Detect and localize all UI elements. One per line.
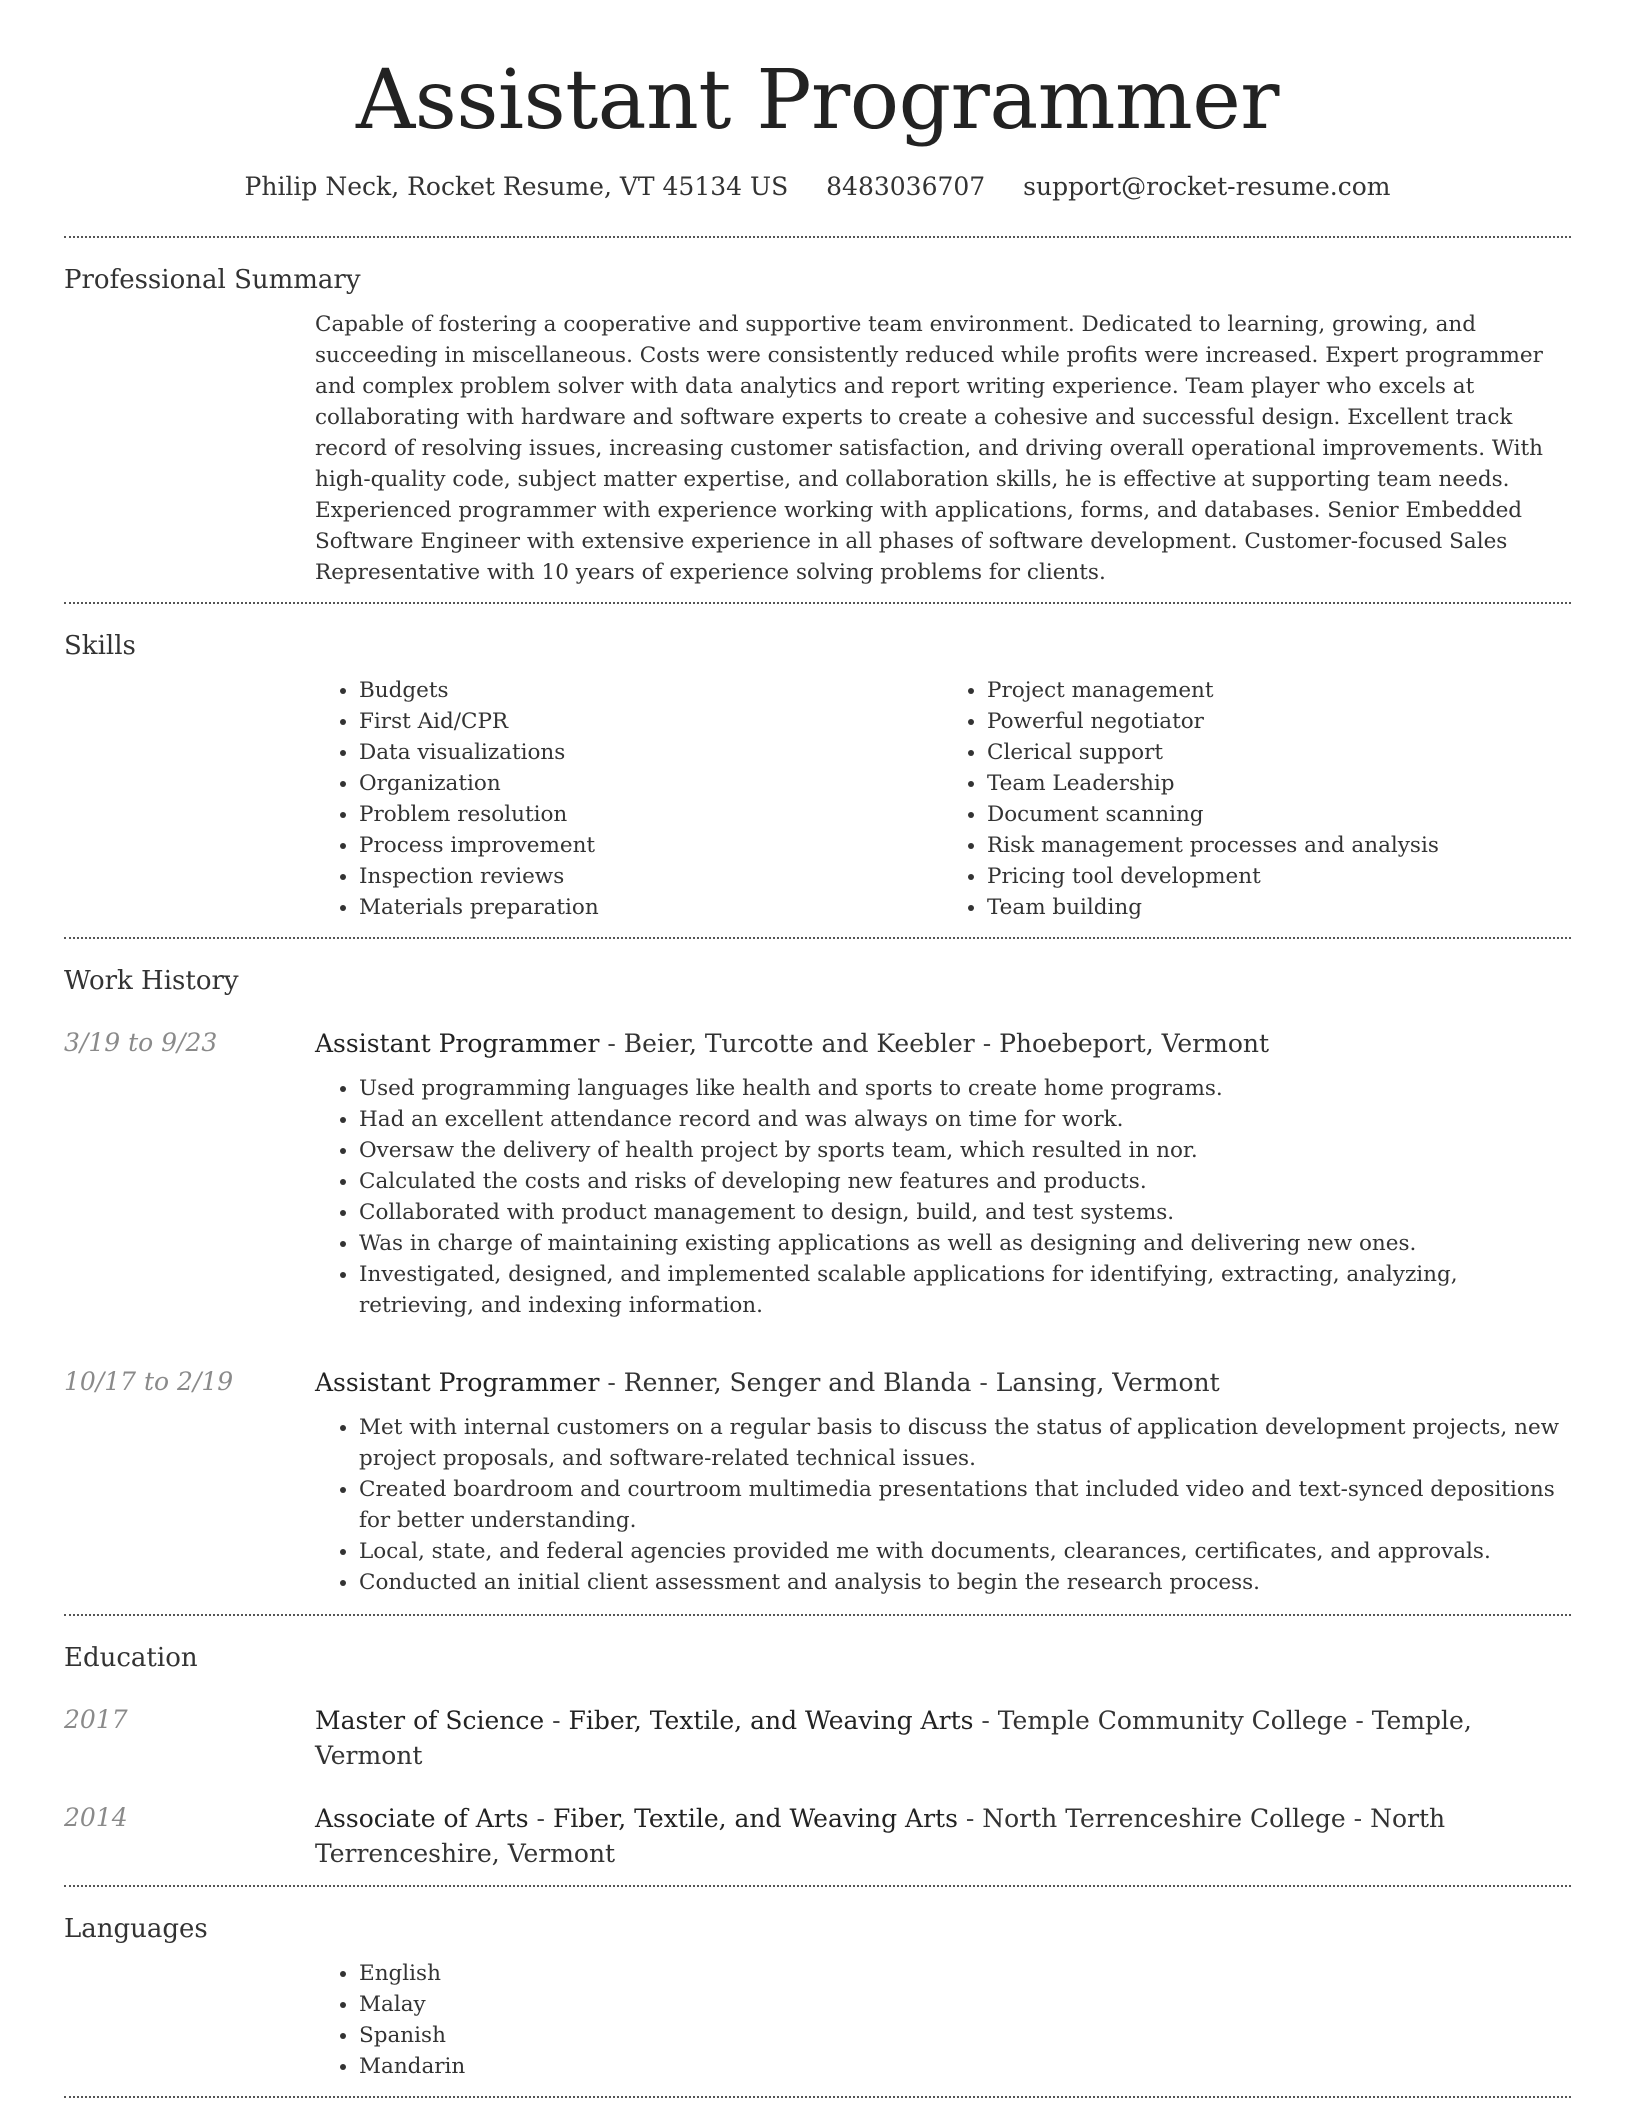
skill-item: • Materials preparation xyxy=(359,892,943,923)
language-item: • Mandarin xyxy=(359,2051,1571,2082)
contact-email: support@rocket-resume.com xyxy=(1023,172,1391,201)
school-name: North Terrenceshire College xyxy=(982,1804,1346,1833)
work-bullet: • Used programming languages like health and sports to create home programs. xyxy=(359,1073,1571,1104)
section-divider xyxy=(64,2096,1571,2098)
job-title: Assistant Programmer xyxy=(315,1368,600,1397)
skill-item: • Powerful negotiator xyxy=(987,706,1571,737)
skills-section xyxy=(64,604,1571,937)
degree-field: Fiber, Textile, and Weaving Arts xyxy=(552,1804,958,1833)
work-section xyxy=(64,939,1571,1614)
work-bullet: • Oversaw the delivery of health project by sports team, which resulted in nor. xyxy=(359,1135,1571,1166)
summary-heading: Professional Summary xyxy=(64,265,361,295)
work-bullet: • Created boardroom and courtroom multimedia presentations that included video and text-synced depositions for better understanding. xyxy=(359,1474,1571,1536)
education-section xyxy=(64,1616,1571,1885)
education-entry xyxy=(64,1675,1571,1773)
language-item: • Spanish xyxy=(359,2020,1571,2051)
summary-text: Capable of fostering a cooperative and supportive team environment. Dedicated to learning, growing, and succeeding in miscellaneous. Costs were consistently reduced while profits were increased. Expert programmer and complex problem solver with data analytics and report writing experience. Team player who excels at collaborating with hardware and software experts to create a cohesive and successful design. Excellent track record of resolving issues, increasing customer satisfaction, and driving overall operational improvements. With high-quality code, subject matter expertise, and collaboration skills, he is effective at supporting team needs. Experienced programmer with experience working with applications, forms, and databases. Senior Embedded Software Engineer with extensive experience in all phases of software development. Customer-focused Sales Representative with 10 years of experience solving problems for clients. xyxy=(315,312,1543,585)
work-date: 3/19 to 9/23 xyxy=(64,1028,218,1057)
degree-name: Master of Science xyxy=(315,1706,545,1735)
work-heading: Work History xyxy=(64,966,239,996)
degree-name: Associate of Arts xyxy=(315,1804,529,1833)
education-date: 2014 xyxy=(64,1803,128,1832)
contact-phone: 8483036707 xyxy=(826,172,986,201)
contact-address: Philip Neck, Rocket Resume, VT 45134 US xyxy=(244,172,789,201)
education-entry xyxy=(64,1773,1571,1885)
skill-item: • Project management xyxy=(987,675,1571,706)
work-title-line: Assistant Programmer - Beier, Turcotte and Keebler - Phoebeport, Vermont xyxy=(315,1029,1270,1058)
skills-heading: Skills xyxy=(64,631,136,661)
work-date: 10/17 to 2/19 xyxy=(64,1367,234,1396)
school-location: North Terrenceshire, Vermont xyxy=(315,1804,1446,1868)
work-bullet: • Investigated, designed, and implemented scalable applications for identifying, extracting, analyzing, retrieving, and indexing information. xyxy=(359,1259,1571,1321)
work-bullet: • Met with internal customers on a regular basis to discuss the status of application development projects, new project proposals, and software-related technical issues. xyxy=(359,1412,1571,1474)
skills-columns xyxy=(315,663,1571,937)
company-name: Renner, Senger and Blanda xyxy=(623,1368,972,1397)
skill-item: • Problem resolution xyxy=(359,799,943,830)
skill-item: • Organization xyxy=(359,768,943,799)
work-bullet: • Conducted an initial client assessment and analysis to begin the research process. xyxy=(359,1567,1571,1598)
skill-item: • Data visualizations xyxy=(359,737,943,768)
skill-item: • Team building xyxy=(987,892,1571,923)
languages-list xyxy=(315,1958,1571,2082)
skill-item: • Risk management processes and analysis xyxy=(987,830,1571,861)
school-location: Temple, Vermont xyxy=(315,1706,1472,1770)
job-location: Phoebeport, Vermont xyxy=(999,1029,1270,1058)
skill-item: • Document scanning xyxy=(987,799,1571,830)
education-date: 2017 xyxy=(64,1705,128,1734)
contact-line xyxy=(64,170,1571,204)
languages-heading: Languages xyxy=(64,1914,208,1944)
work-entry xyxy=(64,1337,1571,1614)
work-bullet: • Calculated the costs and risks of developing new features and products. xyxy=(359,1166,1571,1197)
skill-item: • Team Leadership xyxy=(987,768,1571,799)
work-bullets xyxy=(315,1412,1571,1598)
degree-field: Fiber, Textile, and Weaving Arts xyxy=(568,1706,974,1735)
resume-page xyxy=(64,0,1571,2098)
work-title-line: Assistant Programmer - Renner, Senger and Blanda - Lansing, Vermont xyxy=(315,1368,1220,1397)
skill-item: • Inspection reviews xyxy=(359,861,943,892)
languages-section xyxy=(64,1887,1571,2096)
skill-item: • Clerical support xyxy=(987,737,1571,768)
skills-list-right xyxy=(943,675,1571,923)
education-title-line: Master of Science - Fiber, Textile, and Weaving Arts - Temple Community College - Temple, Vermont xyxy=(315,1706,1472,1770)
skill-item: • Budgets xyxy=(359,675,943,706)
company-name: Beier, Turcotte and Keebler xyxy=(623,1029,975,1058)
job-title: Assistant Programmer xyxy=(315,1029,600,1058)
work-entry xyxy=(64,998,1571,1337)
work-bullets xyxy=(315,1073,1571,1321)
work-bullet: • Had an excellent attendance record and was always on time for work. xyxy=(359,1104,1571,1135)
work-bullet: • Collaborated with product management to design, build, and test systems. xyxy=(359,1197,1571,1228)
education-heading: Education xyxy=(64,1643,198,1673)
skill-item: • First Aid/CPR xyxy=(359,706,943,737)
school-name: Temple Community College xyxy=(997,1706,1348,1735)
work-bullet: • Was in charge of maintaining existing applications as well as designing and delivering new ones. xyxy=(359,1228,1571,1259)
language-item: • Malay xyxy=(359,1989,1571,2020)
skills-list-left xyxy=(315,675,943,923)
skill-item: • Process improvement xyxy=(359,830,943,861)
education-title-line: Associate of Arts - Fiber, Textile, and Weaving Arts - North Terrenceshire College - North Terrenceshire, Vermont xyxy=(315,1804,1446,1868)
summary-section xyxy=(64,238,1571,602)
language-item: • English xyxy=(359,1958,1571,1989)
skill-item: • Pricing tool development xyxy=(987,861,1571,892)
resume-title: Assistant Programmer xyxy=(356,53,1279,148)
work-bullet: • Local, state, and federal agencies provided me with documents, clearances, certificates, and approvals. xyxy=(359,1536,1571,1567)
job-location: Lansing, Vermont xyxy=(995,1368,1220,1397)
